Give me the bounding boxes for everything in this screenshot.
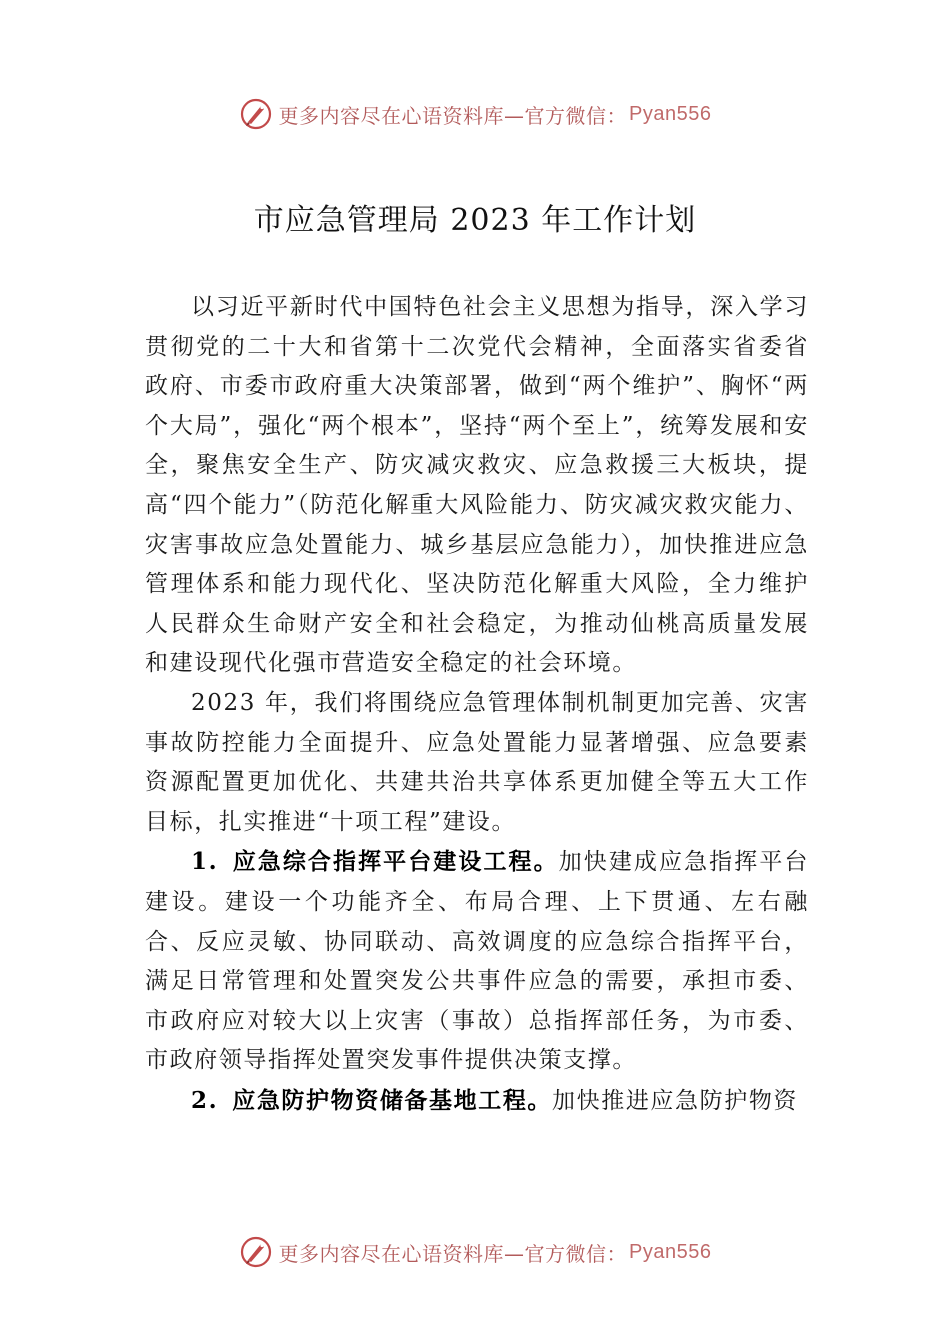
item-text: 加快推进应急防护物资 (552, 1087, 799, 1114)
list-item (145, 842, 809, 1081)
pen-nib-seal-icon (239, 97, 273, 131)
footer-watermark (0, 1232, 950, 1272)
list-item (145, 1081, 809, 1122)
watermark-wechat-id: Pyan556 (629, 102, 712, 125)
item-number: 2. (191, 1086, 219, 1114)
header-watermark (0, 94, 950, 134)
paragraph-goals: 2023 年，我们将围绕应急管理体制机制更加完善、灾害事故防控能力全面提升、应急处置能力显著增强、应急要素资源配置更加优化、共建共治共享体系更加健全等五大工作目标，扎实推进“十项工程”建设。 (145, 689, 809, 835)
paragraph-intro: 以习近平新时代中国特色社会主义思想为指导，深入学习贯彻党的二十大和省第十二次党代会精神，全面落实省委省政府、市委市政府重大决策部署，做到“两个维护”、胸怀“两个大局”，强化“两个根本”，坚持“两个至上”，统筹发展和安全，聚焦安全生产、防灾减灾救灾、应急救援三大板块，提高“四个能力”（防范化解重大风险能力、防灾减灾救灾能力、灾害事故应急处置能力、城乡基层应急能力），加快推进应急管理体系和能力现代化、坚决防范化解重大风险，全力维护人民群众生命财产安全和社会稳定，为推动仙桃高质量发展和建设现代化强市营造安全稳定的社会环境。 (145, 294, 809, 677)
item-heading: 应急防护物资储备基地工程。 (232, 1086, 553, 1114)
document-title: 市应急管理局 2023 年工作计划 (253, 203, 697, 238)
item-heading: 应急综合指挥平台建设工程。 (232, 848, 559, 876)
watermark-wechat-id: Pyan556 (629, 1240, 712, 1263)
pen-nib-seal-icon (239, 1235, 273, 1269)
item-text: 加快建成应急指挥平台建设。建设一个功能齐全、布局合理、上下贯通、左右融合、反应灵敏、协同联动、高效调度的应急综合指挥平台，满足日常管理和处置突发公共事件应急的需要，承担市委、市政府应对较大以上灾害（事故）总指挥部任务，为市委、市政府领导指挥处置突发事件提供决策支撑。 (145, 849, 809, 1074)
watermark-text: 更多内容尽在心语资料库—官方微信： (278, 103, 628, 128)
document-body (145, 288, 809, 1121)
watermark-text: 更多内容尽在心语资料库—官方微信： (278, 1241, 628, 1266)
item-number: 1. (191, 848, 219, 876)
